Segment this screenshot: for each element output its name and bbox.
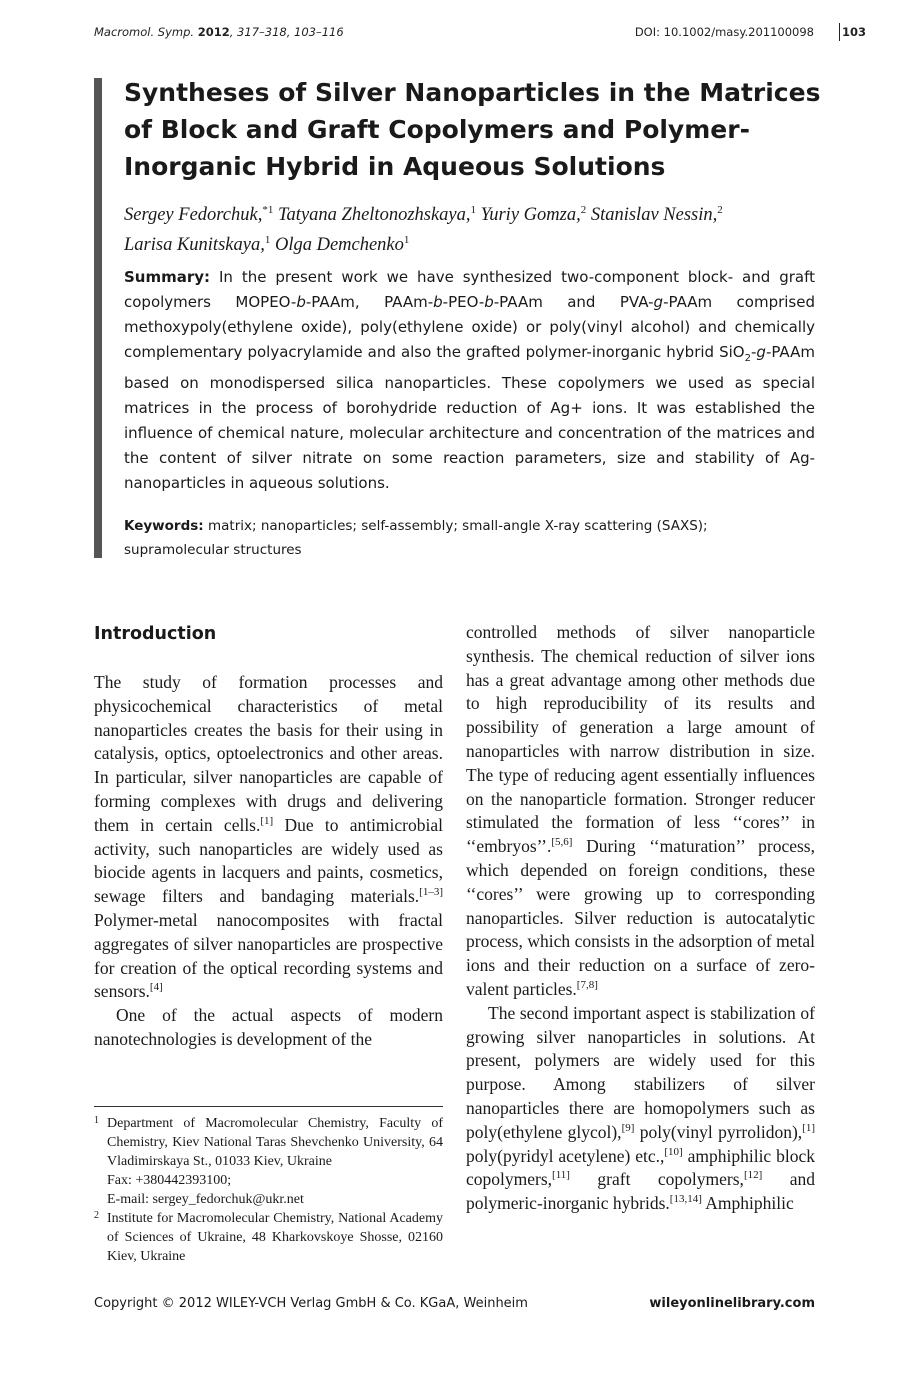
body-column-left <box>94 621 443 1052</box>
citation: [12] <box>743 1169 763 1182</box>
section-heading: Introduction <box>94 624 217 644</box>
footnote-rule <box>94 1106 443 1107</box>
title-side-bar <box>94 78 102 558</box>
author: Tatyana Zheltonozhskaya,$^1$ <box>277 204 477 226</box>
paragraph: The study of formation processes and physicochemical characteristics of metal nanoparticles creates the basis for their using in catalysis, optics, optoelectronics and other areas. In particular, silver nanoparticles are capable of forming complexes with drugs and delivering them in certain cells.[1] Due to antimicrobial activity, such nanoparticles are widely used as biocide agents in lacquers and paints, cosmetics, sewage filters and bandaging materials.[1–3] Polymer-metal nanocomposites with fractal aggregates of silver nanoparticles are prospective for creation of the optical recording systems and sensors.[4] <box>94 672 443 1002</box>
paragraph: The second important aspect is stabilization of growing silver nanoparticles in solutions. At present, polymers are widely used for this purpose. Among stabilizers of silver nanoparticles there are homopolymers such as poly(ethylene glycol),[9] poly(vinyl pyrrolidon),[1] poly(pyridyl acetylene) etc.,[10] amphiphilic block copolymers,[11] graft copolymers,[12] and polymeric-inorganic hybrids.[13,14] Amphiphilic <box>466 1002 815 1214</box>
citation: [9] <box>621 1121 635 1134</box>
paragraph: controlled methods of silver nanoparticle synthesis. The chemical reduction of silver ions has a great advantage among other methods due to high reproducibility of its results and possibility of generation a large amount of nanoparticles with narrow distribution in size. The type of reducing agent essentially influences on the nanoparticle formation. Stronger reducer stimulated the formation of less ‘‘cores’’ in ‘‘embryos’’.[5,6] During ‘‘maturation’’ process, which depended on foreign conditions, these ‘‘cores’’ were growing up to corresponding nanoparticles. Silver reduction is autocatalytic process, which consists in the adsorption of metal ions and their reduction on a surface of zero-valent particles.[7,8] <box>466 622 815 999</box>
body-column-right <box>466 621 815 1216</box>
author: Yuriy Gomza,$^2$ <box>480 204 587 226</box>
footnote: 2 Institute for Macromolecular Chemistry, National Academy of Sciences of Ukraine, 48 Kharkovskoye Shosse, 02160 Kiev, Ukraine <box>94 1210 443 1264</box>
citation: [1] <box>260 814 274 827</box>
citation: [7,8] <box>576 979 598 992</box>
citation: [5,6] <box>551 836 573 849</box>
author: Sergey Fedorchuk,$^{*1}$ <box>124 204 274 226</box>
journal-citation: Macromol. Symp. 2012, 317–318, 103–116 <box>94 25 344 39</box>
keywords: Keywords: matrix; nanoparticles; self-assembly; small-angle X-ray scattering (SAXS); supramolecular structures <box>124 518 708 558</box>
citation: [10] <box>664 1145 683 1158</box>
header-separator <box>839 23 841 41</box>
publisher-link[interactable]: wileyonlinelibrary.com <box>649 1296 815 1311</box>
running-header <box>94 25 866 43</box>
abstract: Summary: In the present work we have synthesized two-component block- and graft copolymers MOPEO-b-PAAm, PAAm-b-PEO-b-PAAm and PVA-g-PAAm comprised methoxypoly(ethylene oxide), poly(ethylene oxide) or poly(vinyl alcohol) and chemically complementary polyacrylamide and also the grafted polymer-inorganic hybrid SiO$_2$-g-PAAm based on monodispersed silica nanoparticles. These copolymers we used as special matrices in the process of borohydride reduction of Ag+ ions. It was established the influence of chemical nature, molecular architecture and concentration of the matrices and the content of silver nitrate on some reaction parameters, size and stability of Ag-nanoparticles in aqueous solutions. <box>124 268 815 492</box>
doi: DOI: 10.1002/masy.201100098 <box>634 25 814 39</box>
page-footer <box>94 1296 815 1316</box>
paragraph: One of the actual aspects of modern nanotechnologies is development of the <box>94 1005 443 1049</box>
citation: [11] <box>552 1169 570 1182</box>
citation: [1] <box>802 1121 815 1134</box>
author: Olga Demchenko$^1$ <box>274 233 410 255</box>
author: Stanislav Nessin,$^2$ <box>590 204 723 226</box>
author: Larisa Kunitskaya,$^1$ <box>124 233 271 255</box>
citation: [13,14] <box>669 1193 702 1206</box>
author-list <box>124 198 824 257</box>
copyright: Copyright © 2012 WILEY-VCH Verlag GmbH & Co. KGaA, Weinheim <box>94 1296 528 1311</box>
summary-label: Summary: <box>124 268 211 286</box>
page-number: 103 <box>841 25 866 39</box>
footnotes <box>94 1114 443 1266</box>
citation: [4] <box>149 981 163 994</box>
article-title: Syntheses of Silver Nanoparticles in the Matrices of Block and Graft Copolymers and Polymer-Inorganic Hybrid in Aqueous Solutions <box>124 78 821 181</box>
keywords-label: Keywords: <box>124 518 204 534</box>
citation: [1–3] <box>419 886 443 899</box>
footnote: 1 Department of Macromolecular Chemistry, Faculty of Chemistry, Kiev National Taras Shevchenko University, 64 Vladimirskaya St., 01033 Kiev, Ukraine Fax: +380442393100; E-mail: sergey_fedorchuk@ukr.net <box>94 1115 443 1207</box>
